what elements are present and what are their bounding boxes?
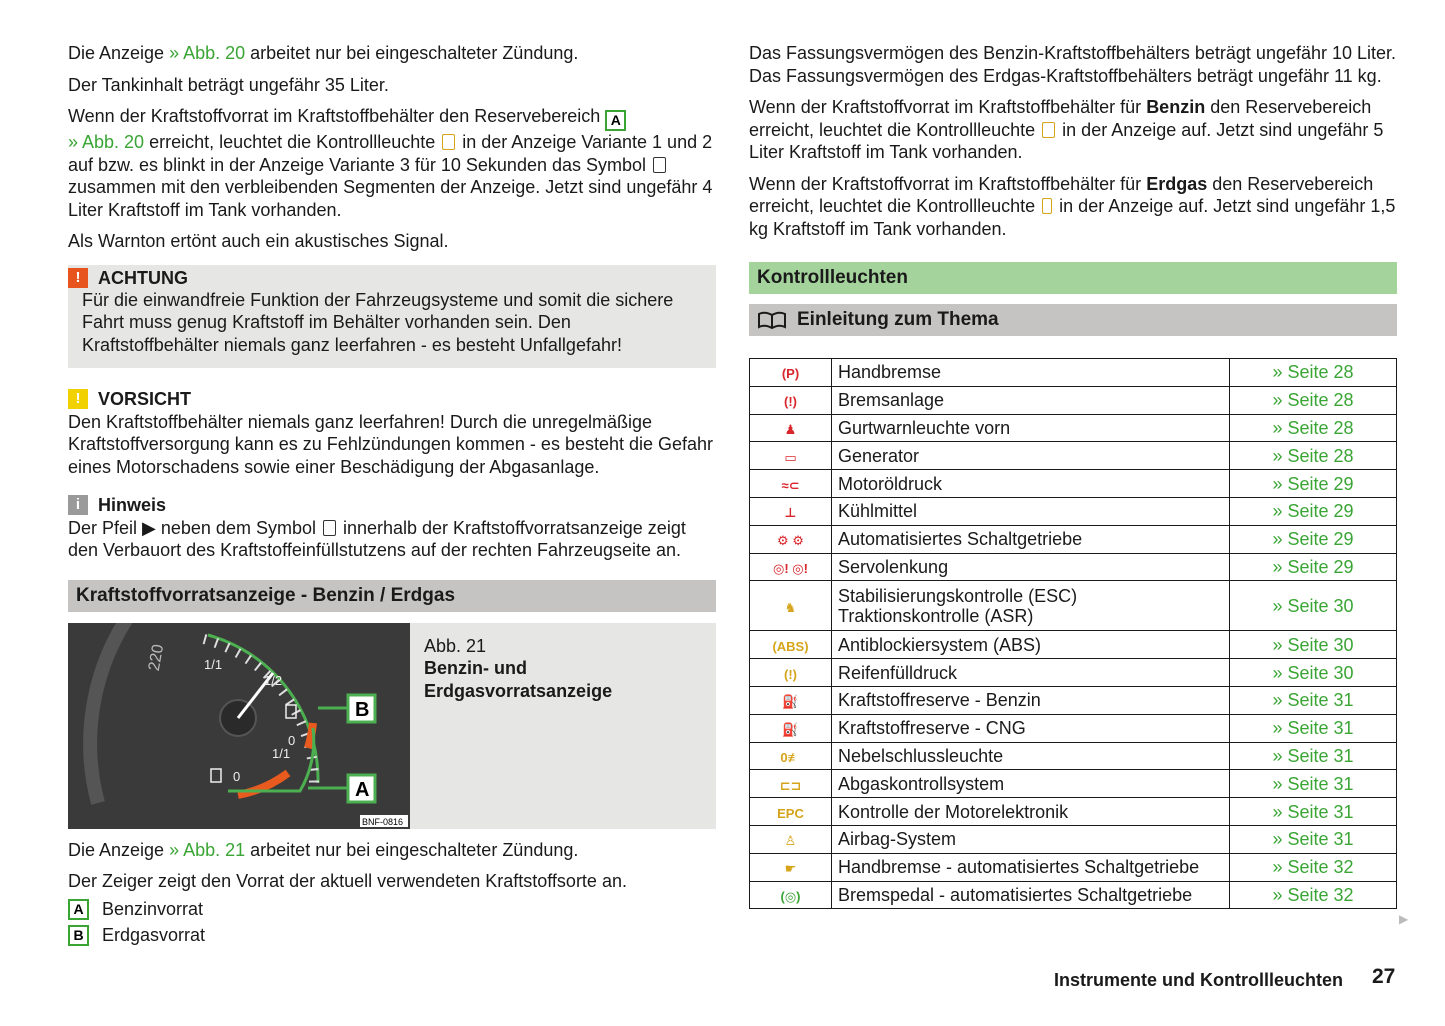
page-link[interactable]: » Seite 30	[1230, 659, 1397, 687]
hinweis-box	[68, 494, 716, 562]
warning-light-icon: (!)	[750, 659, 832, 687]
page-link[interactable]: » Seite 31	[1230, 825, 1397, 853]
vorsicht-text: Den Kraftstoffbehälter niemals ganz leerfahren! Durch die unregelmäßige Kraftstoffversorgung kann es zu Fehlzündungen kommen - es besteht die Gefahr eines Motorschadens sowie einer Beschädigung der Abgasanlage.	[68, 411, 714, 477]
figure	[68, 623, 716, 829]
achtung-title: ACHTUNG	[98, 267, 188, 288]
table-cell-label: Motoröldruck	[832, 470, 1230, 498]
table-row	[750, 553, 1397, 581]
paragraph: Als Warnton ertönt auch ein akustisches Signal.	[68, 231, 449, 251]
tick-label: 0	[233, 768, 241, 784]
table-row	[750, 659, 1397, 687]
section-title: Kontrollleuchten	[749, 262, 1397, 294]
table-row	[750, 442, 1397, 470]
table-cell-label: Abgaskontrollsystem	[832, 770, 1230, 798]
paragraph: Wenn der Kraftstoffvorrat im Kraftstoffbehälter für Benzin den Reservebereich erreicht, leuchtet die Kontrollleuchte in der Anzeige auf. Jetzt sind ungefähr 5 Liter Kraftstoff im Tank vorhanden.	[749, 97, 1384, 162]
figure-caption	[410, 623, 716, 829]
page-link[interactable]: » Seite 29	[1230, 497, 1397, 525]
table-row	[750, 470, 1397, 498]
page-link[interactable]: » Seite 32	[1230, 853, 1397, 881]
table-row	[750, 853, 1397, 881]
page-link[interactable]: » Seite 32	[1230, 881, 1397, 909]
hinweis-text: Der Pfeil ▶ neben dem Symbol innerhalb der Kraftstoffvorratsanzeige zeigt den Verbauort des Kraftstoffeinfüllstutzens auf der rechten Fahrzeugseite an.	[68, 517, 686, 560]
table-row	[750, 825, 1397, 853]
page-link[interactable]: » Seite 28	[1230, 414, 1397, 442]
page-link[interactable]: » Seite 31	[1230, 714, 1397, 742]
table-row	[750, 798, 1397, 826]
table-row	[750, 686, 1397, 714]
table-cell-label: Kraftstoffreserve - CNG	[832, 714, 1230, 742]
fuel-icon	[323, 520, 336, 536]
page-link[interactable]: » Seite 29	[1230, 525, 1397, 553]
cng-fuel-icon	[1042, 198, 1052, 214]
subsection-title: Einleitung zum Thema	[749, 304, 1397, 336]
legend-item: A Benzinvorrat	[68, 897, 716, 923]
hinweis-title: Hinweis	[98, 495, 167, 515]
warning-light-icon: ♙	[750, 825, 832, 853]
table-row	[750, 742, 1397, 770]
table-cell-label: Antiblockiersystem (ABS)	[832, 631, 1230, 659]
table-cell-label: Nebelschlussleuchte	[832, 742, 1230, 770]
figure-title: Benzin- und Erdgasvorratsanzeige	[424, 658, 613, 701]
achtung-text: Für die einwandfreie Funktion der Fahrzeugsysteme und somit die sichere Fahrt muss genug Kraftstoff im Behälter vorhanden sein. Den Kraftstoffbehälter niemals ganz leerfahren - es besteht Unfallgefahr!	[82, 289, 674, 355]
arrow-icon: ▶	[142, 517, 156, 538]
page-link[interactable]: » Seite 29	[1230, 470, 1397, 498]
table-row	[750, 714, 1397, 742]
warning-light-icon: ◎! ◎!	[750, 553, 832, 581]
paragraph: Das Fassungsvermögen des Benzin-Kraftstoffbehälters beträgt ungefähr 10 Liter. Das Fassungsvermögen des Erdgas-Kraftstoffbehälters beträgt ungefähr 11 kg.	[749, 43, 1397, 86]
tick-label: 0	[288, 732, 296, 748]
paragraph: Der Tankinhalt beträgt ungefähr 35 Liter.	[68, 74, 389, 95]
paragraph: Die Anzeige » Abb. 20 arbeitet nur bei eingeschalteter Zündung.	[68, 43, 579, 63]
page-link[interactable]: » Seite 28	[1230, 359, 1397, 387]
table-row	[750, 525, 1397, 553]
warning-light-icon: (!)	[750, 386, 832, 414]
vorsicht-box	[68, 388, 716, 478]
warning-lights-table	[749, 358, 1397, 909]
left-column	[68, 42, 716, 949]
table-cell-label: Reifenfülldruck	[832, 659, 1230, 687]
fuel-icon	[653, 157, 666, 173]
label-b: B	[355, 698, 370, 721]
section-title: Kraftstoffvorratsanzeige - Benzin / Erdgas	[68, 580, 716, 612]
right-column	[749, 42, 1397, 909]
table-row	[750, 359, 1397, 387]
page-link[interactable]: » Seite 31	[1230, 686, 1397, 714]
figure-link[interactable]: » Abb. 21	[169, 839, 246, 860]
page-number: 27	[1372, 965, 1396, 988]
table-row	[750, 414, 1397, 442]
table-cell-label: Servolenkung	[832, 553, 1230, 581]
table-cell-label: Airbag-System	[832, 825, 1230, 853]
paragraph: Wenn der Kraftstoffvorrat im Kraftstoffbehälter den Reservebereich A » Abb. 20 erreicht, leuchtet die Kontrollleuchte in der Anzeige Variante 1 und 2 auf bzw. es blinkt in der Anzeige Variante 3 für 10 Sekunden das Symbol zusammen mit den verbleibenden Segmenten der Anzeige. Jetzt sind ungefähr 4 Liter Kraftstoff im Tank vorhanden.	[68, 106, 713, 220]
figure-link[interactable]: » Abb. 20	[169, 43, 246, 63]
page-link[interactable]: » Seite 28	[1230, 386, 1397, 414]
info-icon: i	[68, 495, 88, 515]
table-cell-label: Stabilisierungskontrolle (ESC) Traktionskontrolle (ASR)	[832, 581, 1230, 631]
page-link[interactable]: » Seite 31	[1230, 742, 1397, 770]
table-cell-label: Kontrolle der Motorelektronik	[832, 798, 1230, 826]
warning-light-icon: ▭	[750, 442, 832, 470]
scale-label: 220	[145, 642, 168, 672]
caution-icon: !	[68, 389, 88, 409]
page-link[interactable]: » Seite 30	[1230, 631, 1397, 659]
legend-item: B Erdgasvorrat	[68, 923, 716, 949]
label-a: A	[355, 778, 370, 801]
tick-label: 1/1	[204, 656, 223, 672]
page-link[interactable]: » Seite 30	[1230, 581, 1397, 631]
fuel-gauge-image	[68, 623, 410, 829]
label-a: A	[605, 110, 626, 131]
tick-label: 1/2	[264, 672, 283, 688]
vorsicht-title: VORSICHT	[98, 389, 192, 409]
table-cell-label: Generator	[832, 442, 1230, 470]
table-row	[750, 497, 1397, 525]
table-cell-label: Handbremse	[832, 359, 1230, 387]
table-cell-label: Handbremse - automatisiertes Schaltgetriebe	[832, 853, 1230, 881]
warning-light-icon: (P)	[750, 359, 832, 387]
warning-light-icon: ≈⊂	[750, 470, 832, 498]
warning-icon: !	[68, 268, 88, 288]
page-link[interactable]: » Seite 31	[1230, 798, 1397, 826]
figure-number: Abb. 21	[424, 635, 487, 656]
table-row	[750, 386, 1397, 414]
warning-light-icon: ⊏⊐	[750, 770, 832, 798]
image-code: BNF-0816	[362, 816, 404, 827]
warning-light-icon: ♞	[750, 581, 832, 631]
table-cell-label: Automatisiertes Schaltgetriebe	[832, 525, 1230, 553]
table-cell-label: Kraftstoffreserve - Benzin	[832, 686, 1230, 714]
table-row	[750, 881, 1397, 909]
warning-light-icon: ⚙ ⚙	[750, 525, 832, 553]
table-cell-label: Gurtwarnleuchte vorn	[832, 414, 1230, 442]
warning-light-icon: ☛	[750, 853, 832, 881]
warning-light-icon: EPC	[750, 798, 832, 826]
next-page-arrow-icon[interactable]: ▶	[1399, 912, 1409, 926]
achtung-box	[68, 265, 716, 369]
page-link[interactable]: » Seite 28	[1230, 442, 1397, 470]
tick-label: 1/1	[272, 745, 291, 761]
table-row	[750, 581, 1397, 631]
figure-link[interactable]: » Abb. 20	[68, 132, 145, 152]
table-row	[750, 631, 1397, 659]
paragraph: Die Anzeige » Abb. 21 arbeitet nur bei eingeschalteter Zündung.	[68, 839, 579, 860]
warning-light-icon: ⛽	[750, 714, 832, 742]
warning-light-icon: ♟	[750, 414, 832, 442]
paragraph: Der Zeiger zeigt den Vorrat der aktuell verwendeten Kraftstoffsorte an.	[68, 871, 627, 891]
table-cell-label: Kühlmittel	[832, 497, 1230, 525]
fuel-icon	[442, 134, 455, 150]
fuel-icon	[1042, 122, 1055, 138]
page-link[interactable]: » Seite 29	[1230, 553, 1397, 581]
page-link[interactable]: » Seite 31	[1230, 770, 1397, 798]
warning-light-icon: 0≢	[750, 742, 832, 770]
warning-light-icon: (◎)	[750, 881, 832, 909]
paragraph: Wenn der Kraftstoffvorrat im Kraftstoffbehälter für Erdgas den Reservebereich erreicht, leuchtet die Kontrollleuchte in der Anzeige auf. Jetzt sind ungefähr 1,5 kg Kraftstoff im Tank vorhanden.	[749, 173, 1396, 239]
footer-chapter: Instrumente und Kontrollleuchten	[1054, 970, 1344, 990]
table-row	[750, 770, 1397, 798]
book-icon	[757, 310, 787, 330]
table-cell-label: Bremspedal - automatisiertes Schaltgetriebe	[832, 881, 1230, 909]
table-cell-label: Bremsanlage	[832, 386, 1230, 414]
warning-light-icon: ⊥	[750, 497, 832, 525]
warning-light-icon: (ABS)	[750, 631, 832, 659]
warning-light-icon: ⛽	[750, 686, 832, 714]
